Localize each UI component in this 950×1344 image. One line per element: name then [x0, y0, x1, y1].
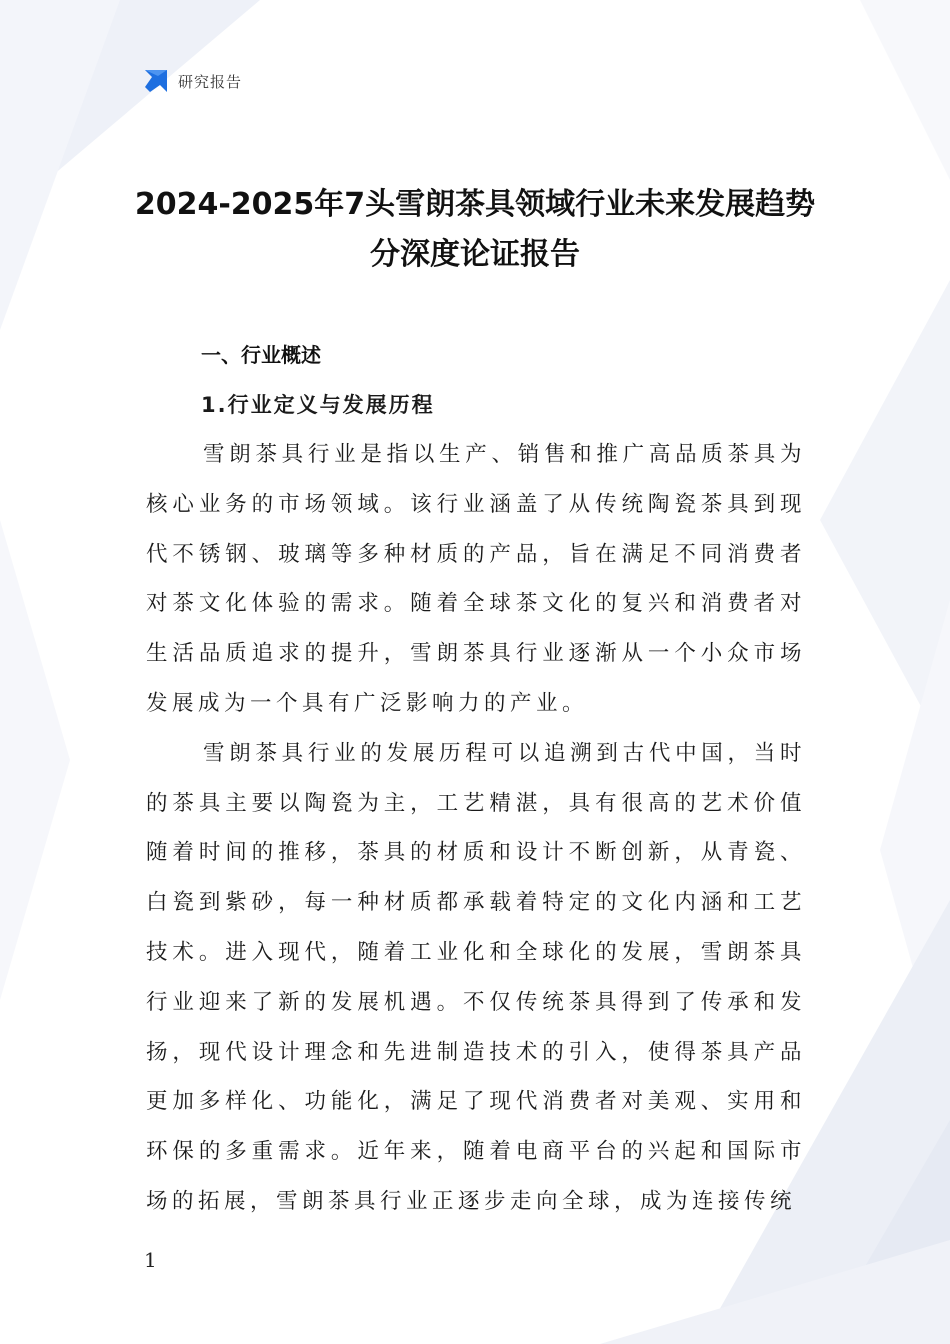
- paragraph: 雪朗茶具行业是指以生产、销售和推广高品质茶具为核心业务的市场领域。该行业涵盖了从传统陶瓷茶具到现代不锈钢、玻璃等多种材质的产品，旨在满足不同消费者对茶文化体验的需求。随着全球茶文化的复兴和消费者对生活品质追求的提升，雪朗茶具行业逐渐从一个小众市场发展成为一个具有广泛影响力的产业。: [146, 442, 806, 716]
- page-number: 1: [144, 1248, 157, 1272]
- report-header: [143, 68, 242, 94]
- paragraph: 雪朗茶具行业的发展历程可以追溯到古代中国，当时的茶具主要以陶瓷为主，工艺精湛，具有很高的艺术价值随着时间的推移，茶具的材质和设计不断创新，从青瓷、白瓷到紫砂，每一种材质都承载着特定的文化内涵和工艺技术。进入现代，随着工业化和全球化的发展，雪朗茶具行业迎来了新的发展机遇。不仅传统茶具得到了传承和发扬，现代设计理念和先进制造技术的引入，使得茶具产品更加多样化、功能化，满足了现代消费者对美观、实用和环保的多重需求。近年来，随着电商平台的兴起和国际市场的拓展，雪朗茶具行业正逐步走向全球，成为连接传统: [146, 740, 806, 1214]
- report-type-label: 研究报告: [178, 72, 243, 91]
- document-title: 2024-2025年7头雪朗茶具领域行业未来发展趋势分深度论证报告: [134, 187, 816, 272]
- sub-heading: 1.行业定义与发展历程: [201, 393, 435, 417]
- arrow-up-right-icon: [143, 68, 169, 94]
- section-heading: 一、行业概述: [201, 343, 321, 367]
- document-body: [146, 330, 806, 1227]
